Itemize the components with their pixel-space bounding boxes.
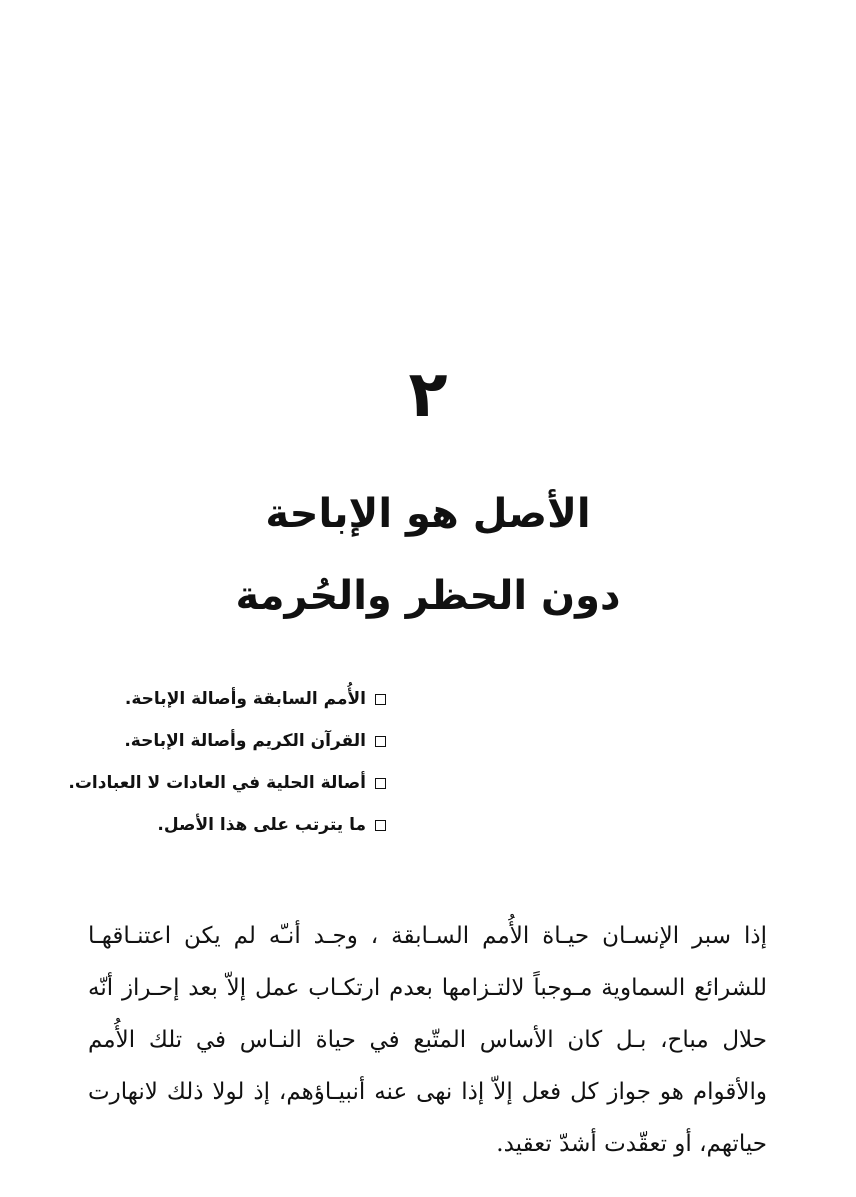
- topic-item: [66, 720, 386, 762]
- checkbox-bullet-icon: [375, 820, 386, 831]
- chapter-number: ٢: [408, 358, 448, 432]
- topic-item: [66, 678, 386, 720]
- chapter-title-line-1: الأصل هو الإباحة: [265, 491, 591, 537]
- topic-text: ما يترتب على هذا الأصل.: [157, 815, 366, 835]
- chapter-topics-list: [66, 678, 386, 846]
- chapter-title-line-2: دون الحظر والحُرمة: [235, 573, 621, 619]
- checkbox-bullet-icon: [375, 736, 386, 747]
- checkbox-bullet-icon: [375, 778, 386, 789]
- topic-text: الأُمم السابقة وأصالة الإباحة.: [124, 689, 366, 709]
- topic-text: القرآن الكريم وأصالة الإباحة.: [124, 731, 366, 751]
- topic-text: أصالة الحلية في العادات لا العبادات.: [68, 773, 366, 793]
- body-paragraph: إذا سبر الإنسـان حيـاة الأُمم السـابقة ، وجـد أنـّه لم يكن اعتنـاقهـا للشرائع السماوية مـوجباً لالتـزامها بعدم ارتكـاب عمل إلاّ بعد إحـراز أنّه حلال مباح، بـل كان الأساس المتّبع في حياة النـاس في تلك الأُمم والأقوام هو جواز كل فعل إلاّ إذا نهى عنه أنبيـاؤهم، إذ لولا ذلك لانهارت حياتهم، أو تعقّدت أشدّ تعقيد.: [88, 923, 767, 1157]
- topic-item: [66, 762, 386, 804]
- topic-item: [66, 804, 386, 846]
- checkbox-bullet-icon: [375, 694, 386, 705]
